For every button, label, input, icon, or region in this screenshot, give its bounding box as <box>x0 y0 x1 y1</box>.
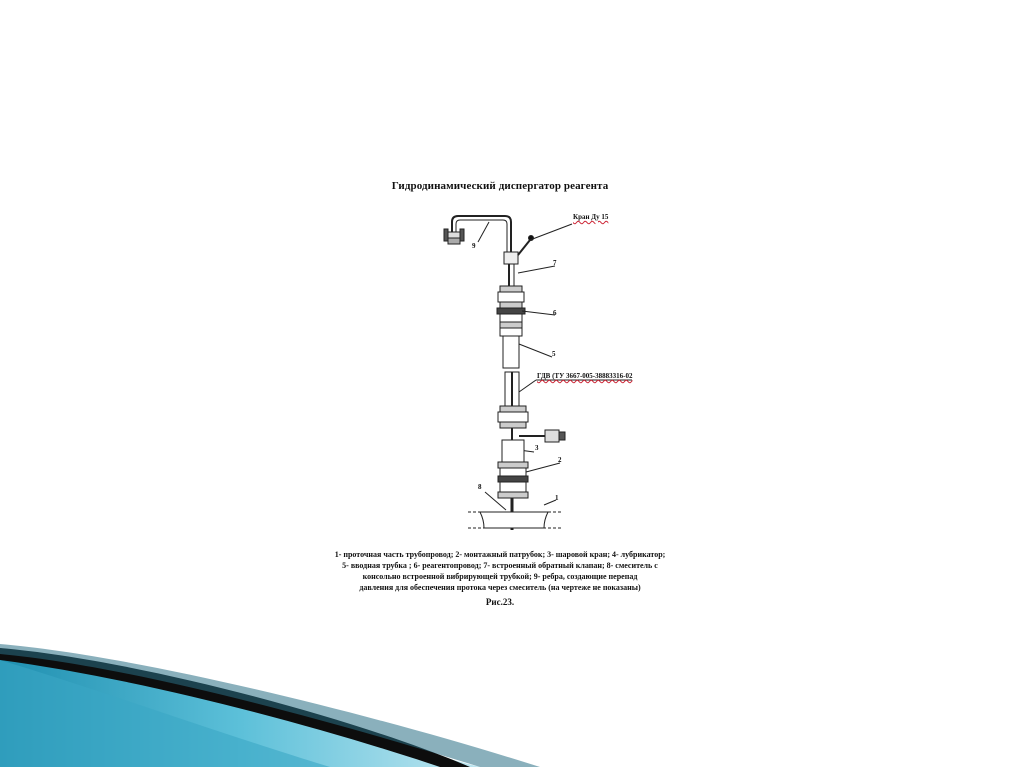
label-1: 1 <box>555 494 559 502</box>
label-7: 7 <box>553 259 557 267</box>
caption-line: 5- вводная трубка ; 6- реагентопровод; 7- встроенный обратный клапан; 8- смеситель с <box>342 561 658 570</box>
label-9: 9 <box>472 242 476 250</box>
decorative-swoosh <box>0 630 1024 767</box>
side-valve <box>545 430 559 442</box>
label-5: 5 <box>552 350 556 358</box>
legend-caption <box>290 549 710 593</box>
label-valve-du15: Кран Ду 15 <box>573 213 609 221</box>
caption-line: 1- проточная часть трубопровод; 2- монтажный патрубок; 3- шаровой кран; 4- лубрикатор; <box>334 550 666 559</box>
label-6: 6 <box>553 309 557 317</box>
label-3: 3 <box>535 444 539 452</box>
figure-number: Рис.23. <box>485 597 515 607</box>
label-8: 8 <box>478 483 482 491</box>
pipeline <box>480 512 548 528</box>
lubricator <box>503 336 519 368</box>
label-2: 2 <box>558 456 562 464</box>
diagram-title: Гидродинамический диспергатор реагента <box>391 180 609 192</box>
label-gdv: ГДВ (ТУ 3667-005-38883316-02 <box>537 372 633 380</box>
caption-line: давления для обеспечения протока через смеситель (на чертеже не показаны) <box>359 583 641 592</box>
caption-line: консольно встроенной вибрирующей трубкой; 9- ребра, создающие перепад <box>362 572 638 581</box>
ball-valve <box>504 252 518 264</box>
